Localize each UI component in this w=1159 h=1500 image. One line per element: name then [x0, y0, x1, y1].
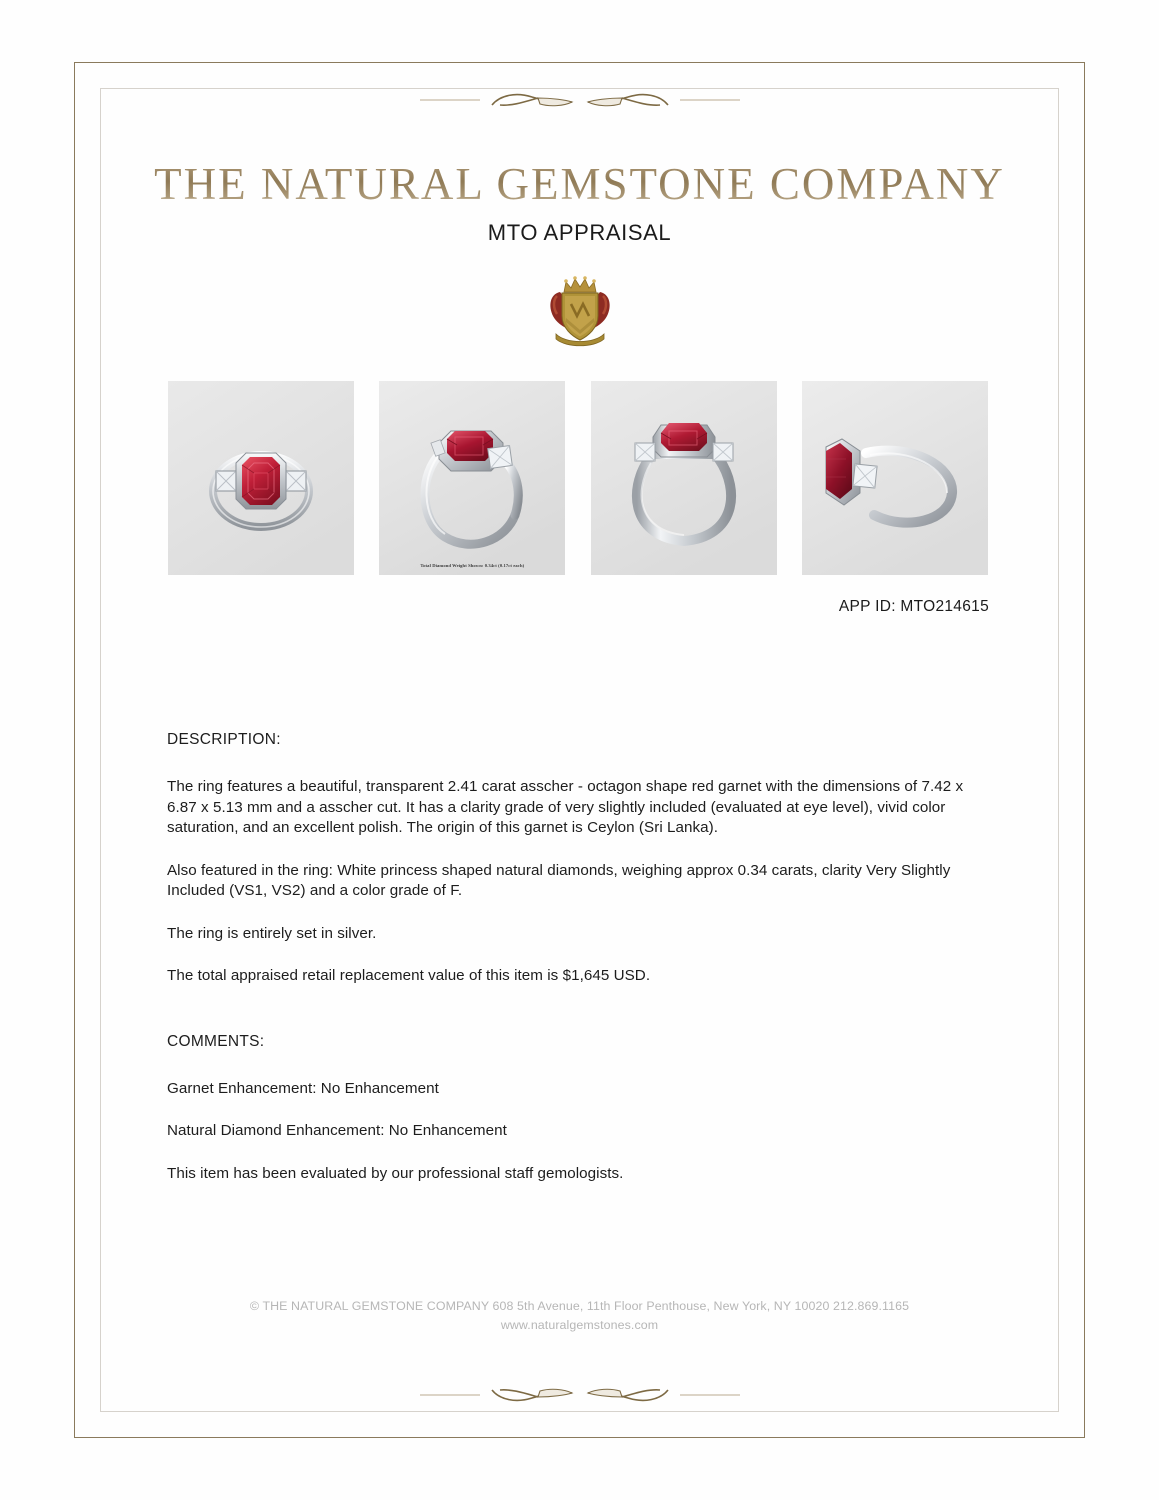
description-paragraph-3: The ring is entirely set in silver. — [167, 924, 377, 942]
footer-website: www.naturalgemstones.com — [500, 1318, 659, 1332]
ring-side-view-photo — [802, 381, 988, 575]
product-photo-strip — [168, 381, 988, 575]
ring-front-view-photo — [591, 381, 777, 575]
ring-top-view-photo — [168, 381, 354, 575]
heraldic-crest-icon — [544, 272, 616, 348]
description-heading: DESCRIPTION: — [167, 731, 281, 748]
comments-paragraph-3: This item has been evaluated by our professional staff gemologists. — [167, 1164, 624, 1182]
document-type: MTO APPRAISAL — [487, 220, 672, 245]
comments-paragraph-1: Garnet Enhancement: No Enhancement — [167, 1079, 439, 1097]
appraisal-body — [167, 731, 993, 1184]
section-spacer — [167, 1009, 993, 1033]
comments-heading: COMMENTS: — [167, 1032, 265, 1050]
description-paragraph-4: The total appraised retail replacement value of this item is $1,645 USD. — [167, 967, 651, 984]
company-title: THE NATURAL GEMSTONE COMPANY — [0, 158, 1159, 210]
comments-paragraph-2: Natural Diamond Enhancement: No Enhancement — [167, 1122, 507, 1139]
photo-caption-diamond-weight: Total Diamond Weight Shown: 0.34ct (0.17ct each) — [420, 563, 525, 568]
ornament-top — [0, 83, 1159, 117]
footer-address-line: © THE NATURAL GEMSTONE COMPANY 608 5th Avenue, 11th Floor Penthouse, New York, NY 10020 212.869.1165 — [249, 1299, 910, 1313]
ring-angled-view-photo — [379, 381, 565, 575]
description-paragraph-1: The ring features a beautiful, transparent 2.41 carat asscher - octagon shape red garnet with the dimensions of 7.42 x 6.87 x 5.13 mm and a asscher cut. It has a clarity grade of very slightly included (evaluated at eye level), vivid color saturation, and an excellent polish. The origin of this garnet is Ceylon (Sri Lanka). — [167, 778, 964, 836]
app-id-label: APP ID: MTO214615 — [838, 598, 989, 615]
ornament-bottom — [0, 1378, 1159, 1412]
page-footer — [0, 1297, 1159, 1335]
description-paragraph-2: Also featured in the ring: White princess shaped natural diamonds, weighing approx 0.34 carats, clarity Very Slightly Included (VS1, VS2) and a color grade of F. — [167, 861, 951, 899]
